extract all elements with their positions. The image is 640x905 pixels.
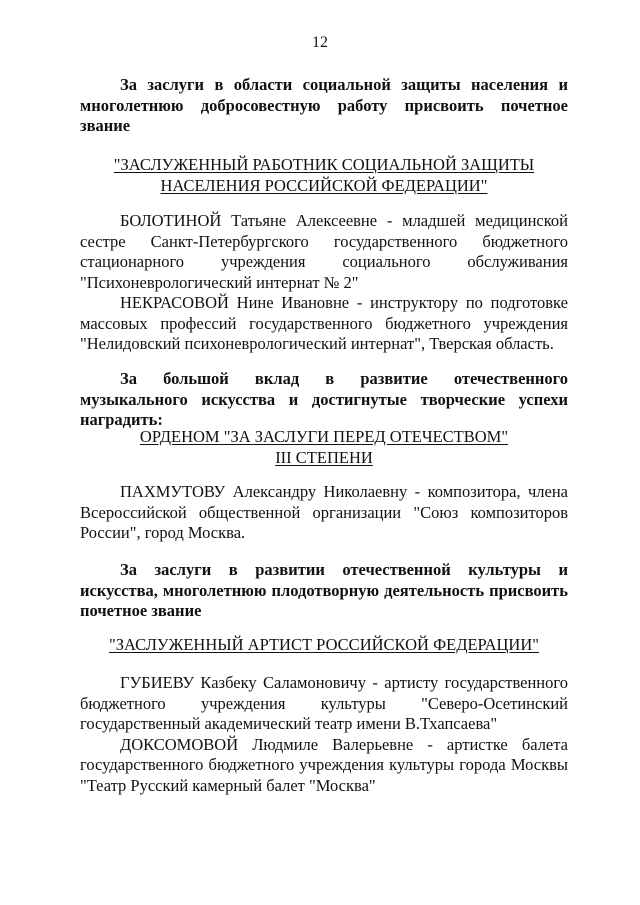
page-number: 12: [312, 34, 328, 51]
section-2-entries: [80, 482, 568, 544]
award-entry: ПАХМУТОВУ Александру Николаевну - композитора, члена Всероссийской общественной организации "Союз композиторов России", город Москва.: [80, 482, 568, 542]
section-3-entries: [80, 673, 568, 796]
section-3-intro: За заслуги в развитии отечественной культуры и искусства, многолетнюю плодотворную деятельность присвоить почетное звание: [80, 560, 568, 620]
section-1-intro: За заслуги в области социальной защиты населения и многолетнюю добросовестную работу присвоить почетное звание: [80, 75, 568, 135]
section-2-title: [80, 427, 568, 468]
award-entry: НЕКРАСОВОЙ Нине Ивановне - инструктору по подготовке массовых профессий государственного бюджетного учреждения "Нелидовский психоневрологический интернат", Тверская область.: [80, 293, 568, 353]
section-3-title-line-1: "ЗАСЛУЖЕННЫЙ АРТИСТ РОССИЙСКОЙ ФЕДЕРАЦИИ": [109, 635, 539, 654]
section-1-entries: [80, 211, 568, 355]
section-3-title: [80, 635, 568, 656]
award-entry: ГУБИЕВУ Казбеку Саламоновичу - артисту государственного бюджетного учреждения культуры "Северо-Осетинский государственный академический театр имени В.Тхапсаева": [80, 673, 568, 733]
award-entry: ДОКСОМОВОЙ Людмиле Валерьевне - артистке балета государственного бюджетного учреждения культуры города Москвы "Театр Русский камерный балет "Москва": [80, 734, 568, 795]
section-2-title-line-2: III СТЕПЕНИ: [275, 447, 373, 467]
section-2-intro: За большой вклад в развитие отечественного музыкального искусства и достигнутые творческие успехи наградить:: [80, 369, 568, 429]
section-2-title-line-1: ОРДЕНОМ "ЗА ЗАСЛУГИ ПЕРЕД ОТЕЧЕСТВОМ": [139, 427, 509, 446]
award-entry: БОЛОТИНОЙ Татьяне Алексеевне - младшей медицинской сестре Санкт-Петербургского государственного бюджетного стационарного учреждения социального обслуживания "Психоневрологический интернат № 2": [80, 211, 568, 292]
section-1-title-line-2: НАСЕЛЕНИЯ РОССИЙСКОЙ ФЕДЕРАЦИИ": [160, 175, 488, 195]
section-1-title-line-1: "ЗАСЛУЖЕННЫЙ РАБОТНИК СОЦИАЛЬНОЙ ЗАЩИТЫ: [113, 155, 535, 174]
section-1-title: [80, 155, 568, 196]
